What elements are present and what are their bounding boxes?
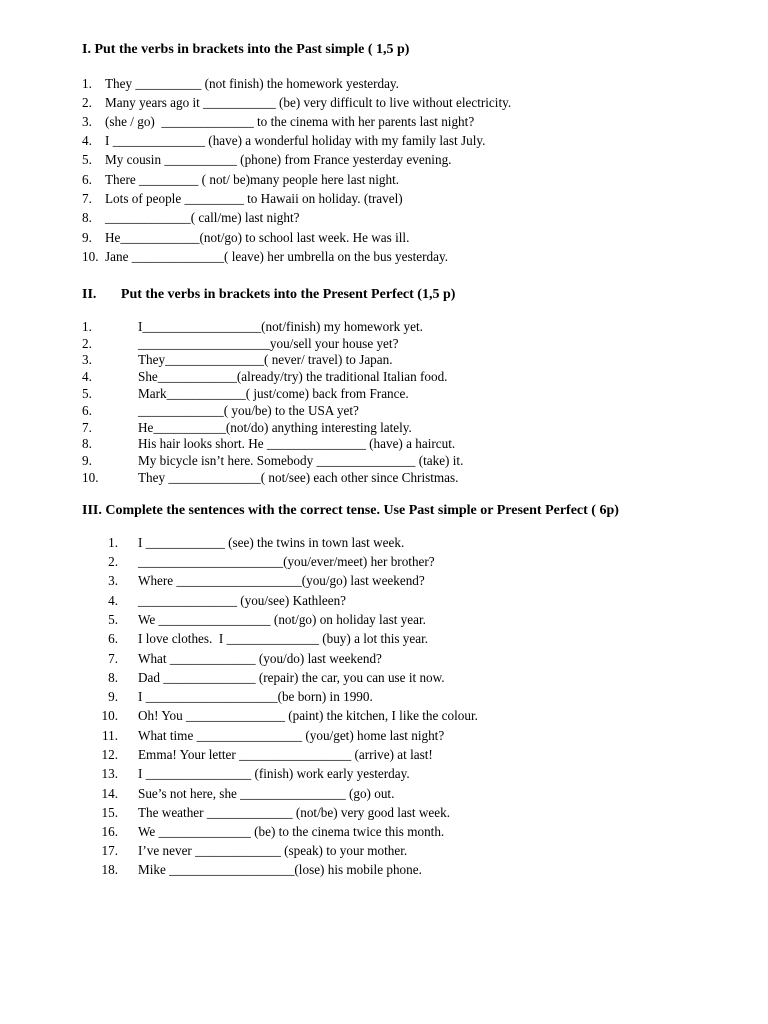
item-number: 17. [101,843,118,858]
item-number: 6. [108,631,118,646]
item-number: 3. [108,573,118,588]
item-number: 4. [82,369,92,384]
item-number: 18. [101,862,118,877]
item-text: They ______________( not/see) each other since Christmas. [138,470,459,485]
item-number: 3. [82,114,92,129]
item-text: What _____________ (you/do) last weekend? [138,651,382,666]
item-text: (she / go) ______________ to the cinema with her parents last night? [105,114,475,129]
item-text: I ____________ (see) the twins in town last week. [138,535,405,550]
item-number: 5. [82,386,92,401]
item-text: Many years ago it ___________ (be) very difficult to live without electricity. [105,95,512,110]
item-number: 1. [108,535,118,550]
item-number: 2. [82,336,92,351]
item-number: 7. [82,420,92,435]
item-text: They __________ (not finish) the homework yesterday. [105,76,399,91]
item-text: I ______________ (have) a wonderful holiday with my family last July. [105,133,486,148]
item-number: 6. [82,403,92,418]
item-number: 16. [101,824,118,839]
item-number: 7. [108,651,118,666]
item-text: The weather _____________ (not/be) very good last week. [138,805,451,820]
item-number: 12. [101,747,118,762]
item-text: My cousin ___________ (phone) from France yesterday evening. [105,152,452,167]
item-text: Oh! You _______________ (paint) the kitchen, I like the colour. [138,708,478,723]
item-text: Lots of people _________ to Hawaii on holiday. (travel) [105,191,403,206]
item-text: Dad ______________ (repair) the car, you can use it now. [138,670,445,685]
item-text: My bicycle isn’t here. Somebody _______________ (take) it. [138,453,464,468]
item-text: Emma! Your letter _________________ (arrive) at last! [138,747,433,762]
item-number: 10. [101,708,118,723]
item-text: We _________________ (not/go) on holiday last year. [138,612,426,627]
item-text: _______________ (you/see) Kathleen? [138,593,347,608]
item-number: 1. [82,76,92,91]
item-text: Mike ___________________(lose) his mobile phone. [138,862,422,877]
section-2-title: II. Put the verbs in brackets into the Present Perfect (1,5 p) [82,287,456,302]
item-text: Where ___________________(you/go) last weekend? [138,573,425,588]
item-number: 3. [82,352,92,367]
item-text: _____________( you/be) to the USA yet? [138,403,359,418]
item-number: 2. [82,95,92,110]
item-number: 6. [82,172,92,187]
item-number: 10. [82,249,99,264]
item-text: He____________(not/go) to school last week. He was ill. [105,230,410,245]
item-number: 13. [101,766,118,781]
item-text: There _________ ( not/ be)many people here last night. [105,172,400,187]
item-text: Jane ______________( leave) her umbrella on the bus yesterday. [105,249,449,264]
item-text: They_______________( never/ travel) to Japan. [138,352,393,367]
item-number: 11. [102,728,118,743]
item-number: 4. [82,133,92,148]
item-number: 10. [82,470,99,485]
item-number: 2. [108,554,118,569]
item-number: 9. [108,689,118,704]
item-number: 1. [82,319,92,334]
item-text: ______________________(you/ever/meet) her brother? [138,554,435,569]
item-number: 5. [108,612,118,627]
item-text: What time ________________ (you/get) home last night? [138,728,445,743]
item-number: 8. [108,670,118,685]
item-number: 9. [82,453,92,468]
section-3-title: III. Complete the sentences with the correct tense. Use Past simple or Present Perfect ( 6p) [82,503,619,518]
item-number: 8. [82,210,92,225]
item-text: I love clothes. I ______________ (buy) a lot this year. [138,631,429,646]
item-number: 9. [82,230,92,245]
item-text: I ________________ (finish) work early yesterday. [138,766,410,781]
item-text: She____________(already/try) the traditional Italian food. [138,369,448,384]
item-number: 15. [101,805,118,820]
item-text: Mark____________( just/come) back from France. [138,386,409,401]
section-1-title: I. Put the verbs in brackets into the Past simple ( 1,5 p) [82,42,410,57]
item-text: I ____________________(be born) in 1990. [138,689,373,704]
item-text: His hair looks short. He _______________ (have) a haircut. [138,436,456,451]
item-text: _____________( call/me) last night? [105,210,300,225]
item-number: 4. [108,593,118,608]
item-text: He___________(not/do) anything interesting lately. [138,420,412,435]
item-text: ____________________you/sell your house yet? [138,336,399,351]
item-number: 14. [101,786,118,801]
item-text: Sue’s not here, she ________________ (go) out. [138,786,395,801]
item-text: I’ve never _____________ (speak) to your mother. [138,843,408,858]
item-text: I__________________(not/finish) my homework yet. [138,319,423,334]
item-number: 8. [82,436,92,451]
item-number: 5. [82,152,92,167]
item-text: We ______________ (be) to the cinema twice this month. [138,824,445,839]
item-number: 7. [82,191,92,206]
